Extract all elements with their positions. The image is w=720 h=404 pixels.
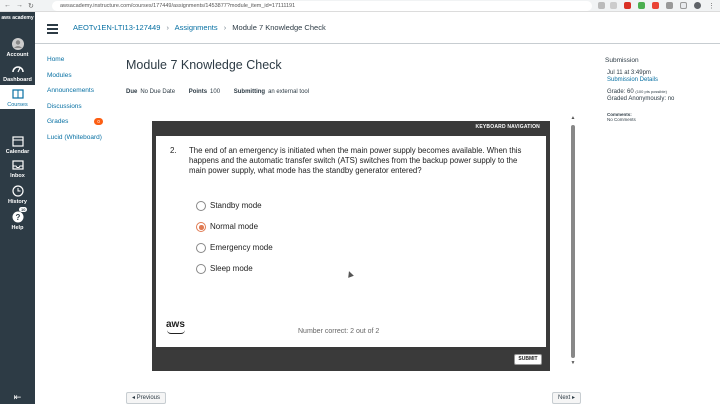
back-icon[interactable]: ← — [4, 2, 11, 9]
nav-label: Calendar — [5, 149, 30, 155]
question-card — [156, 136, 546, 347]
logo-text: aws academy — [1, 15, 34, 21]
chevron-right-icon: › — [223, 23, 227, 32]
extension-icon[interactable] — [638, 2, 645, 9]
option-label: Standby mode — [210, 201, 262, 210]
course-navigation — [47, 56, 103, 149]
extension-icon[interactable] — [652, 2, 659, 9]
submission-details-link[interactable]: Submission Details — [607, 77, 659, 83]
submitting-value: an external tool — [268, 89, 310, 95]
share-icon[interactable] — [598, 2, 605, 9]
scroll-up-icon[interactable]: ▲ — [570, 115, 576, 121]
nav-item-history[interactable] — [0, 184, 35, 205]
forward-icon[interactable]: → — [16, 2, 23, 9]
nav-label: Dashboard — [3, 77, 32, 83]
submit-button[interactable]: SUBMIT — [514, 354, 542, 365]
extensions-menu-icon[interactable] — [666, 2, 673, 9]
svg-text:?: ? — [15, 213, 20, 222]
course-nav-announcements[interactable]: Announcements — [47, 87, 94, 94]
profile-avatar[interactable] — [694, 2, 701, 9]
course-nav-grades[interactable] — [47, 118, 103, 134]
address-bar[interactable]: awsacademy.instructure.com/courses/177449/assignments/1453877?module_item_id=17111191 — [52, 1, 592, 11]
frame-scrollbar[interactable] — [569, 113, 577, 368]
course-nav-discussions[interactable]: Discussions — [47, 102, 82, 110]
submission-heading: Submission — [605, 57, 639, 64]
calendar-icon — [11, 134, 25, 148]
radio-button[interactable] — [196, 264, 206, 274]
reload-icon[interactable]: ↻ — [28, 3, 34, 10]
nav-item-dashboard[interactable] — [0, 62, 35, 83]
breadcrumb-current: Module 7 Knowledge Check — [232, 23, 326, 32]
nav-item-inbox[interactable] — [0, 158, 35, 179]
external-tool-frame — [126, 113, 581, 389]
grades-label: Grades — [47, 118, 69, 126]
extension-icon[interactable] — [624, 2, 631, 9]
nav-item-calendar[interactable] — [0, 134, 35, 155]
aws-smile-icon — [167, 330, 185, 334]
sidebar-icon[interactable] — [680, 2, 687, 9]
nav-label: Help — [11, 225, 24, 231]
radio-button[interactable] — [196, 201, 206, 211]
grade-note: (100 pts possible) — [635, 89, 667, 94]
nav-label: Account — [6, 52, 29, 58]
comments-value: No Comments — [607, 117, 636, 122]
aws-academy-logo[interactable] — [0, 15, 35, 33]
aws-logo — [166, 319, 185, 330]
chevron-right-icon: › — [166, 23, 169, 32]
module-pagination — [126, 392, 581, 404]
scrollbar-thumb[interactable] — [571, 125, 575, 358]
nav-item-account[interactable] — [0, 37, 35, 58]
dashboard-icon — [11, 62, 25, 76]
quiz-player — [152, 121, 550, 371]
help-badge: 10 — [21, 207, 26, 212]
browser-toolbar — [0, 0, 720, 12]
grade-value: Grade: 60 — [607, 89, 634, 95]
due-value: No Due Date — [140, 89, 176, 95]
breadcrumb — [73, 23, 326, 32]
assignment-meta — [126, 89, 321, 95]
breadcrumb-course[interactable]: AEOTv1EN-LTI13-127449 — [73, 23, 161, 32]
nav-label: Inbox — [10, 173, 25, 179]
score-text: Number correct: 2 out of 2 — [298, 328, 380, 335]
option-label: Emergency mode — [210, 243, 273, 252]
due-label: Due — [126, 89, 138, 95]
help-icon — [11, 210, 25, 224]
nav-label: Courses — [7, 102, 28, 108]
course-nav-lucid[interactable]: Lucid (Whiteboard) — [47, 133, 102, 141]
hamburger-menu-icon[interactable] — [47, 24, 58, 33]
browser-menu-icon[interactable]: ⋮ — [708, 3, 715, 10]
radio-button-selected[interactable] — [196, 222, 206, 232]
radio-button[interactable] — [196, 243, 206, 253]
question-number: 2. — [170, 146, 177, 155]
collapse-nav-icon[interactable]: ⇤ — [13, 392, 22, 402]
account-icon — [11, 37, 25, 51]
comments-heading: Comments: — [607, 112, 632, 117]
page-title: Module 7 Knowledge Check — [126, 58, 282, 72]
history-icon — [11, 184, 25, 198]
scroll-down-icon[interactable]: ▼ — [570, 360, 576, 366]
global-navigation — [0, 12, 35, 404]
option-label: Normal mode — [210, 222, 259, 231]
question-text: The end of an emergency is initiated when the main power supply becomes available. When this happens and the automatic transfer switch (ATS) switches from the backup power supply to the main power supply, what mode has the standby generator entered? — [189, 146, 522, 175]
grades-badge: 0 — [94, 118, 103, 125]
nav-item-courses[interactable] — [0, 85, 35, 109]
submitting-label: Submitting — [233, 89, 266, 95]
nav-item-help[interactable] — [0, 207, 35, 231]
aws-logo-text: aws — [166, 319, 185, 330]
keyboard-navigation-button[interactable]: KEYBOARD NAVIGATION — [475, 124, 540, 130]
breadcrumb-assignments[interactable]: Assignments — [174, 23, 218, 32]
course-nav-modules[interactable]: Modules — [47, 71, 72, 79]
courses-icon — [11, 87, 25, 101]
graded-anonymously: Graded Anonymously: no — [607, 96, 675, 102]
bookmark-icon[interactable] — [610, 2, 617, 9]
next-button[interactable]: Next ▸ — [552, 392, 581, 404]
points-value: 100 — [210, 89, 221, 95]
option-label: Sleep mode — [210, 264, 253, 273]
submission-date: Jul 11 at 3:49pm — [607, 70, 651, 76]
grade-line — [607, 89, 715, 95]
course-nav-home[interactable]: Home — [47, 56, 65, 63]
nav-label: History — [8, 199, 27, 205]
submission-sidebar — [605, 57, 715, 122]
previous-button[interactable]: ◂ Previous — [126, 392, 166, 404]
points-label: Points — [188, 89, 208, 95]
inbox-icon — [11, 158, 25, 172]
page-header — [35, 12, 720, 44]
